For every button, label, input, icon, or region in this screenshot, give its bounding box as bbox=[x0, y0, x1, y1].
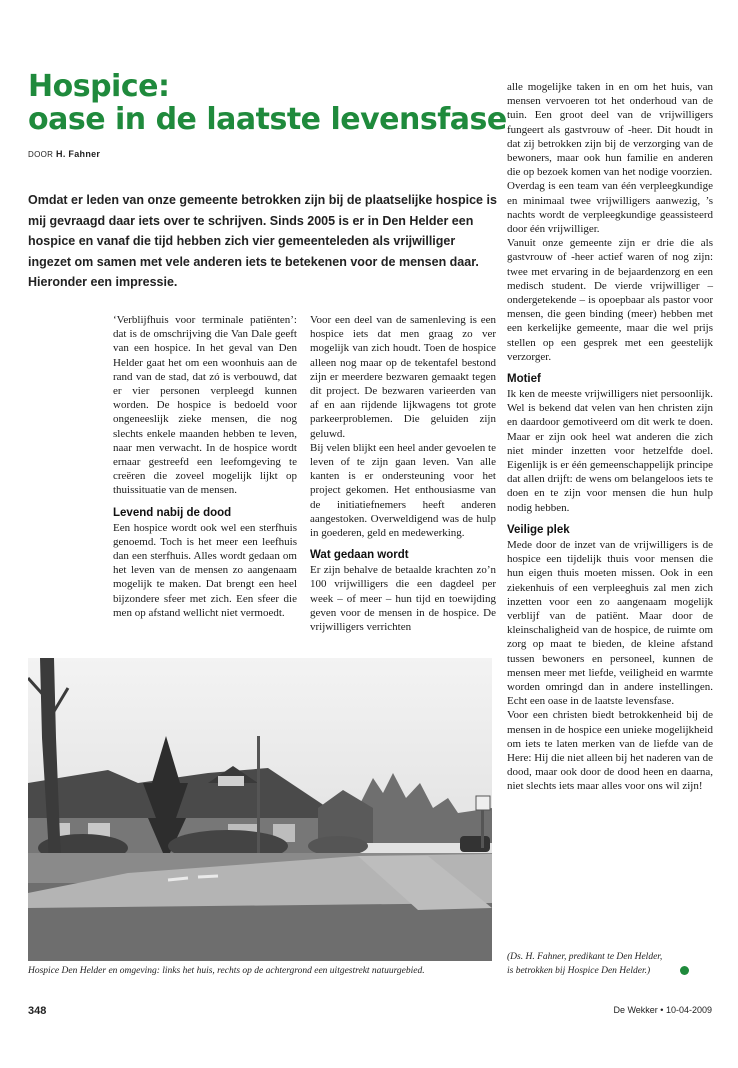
end-mark-icon bbox=[680, 966, 689, 975]
signature-line: is betrokken bij Hospice Den Helder.) bbox=[507, 966, 651, 976]
text-column-1 bbox=[113, 313, 297, 620]
footer-publication: De Wekker • 10-04-2009 bbox=[613, 1005, 712, 1015]
subheading-veilige-plek: Veilige plek bbox=[507, 523, 570, 536]
paragraph: Vanuit onze gemeente zijn er drie die als gastvrouw of -heer actief waren of nog zijn: twee met ervaring in de bejaardenzorg en een medisch student. De vierde vrijwilliger – ondergetekende – is opoepbaar als pastor voor mensen, die geen binding (meer) hebben met een kerkelijke gemeente, maar die wel prijs stellen op een gesprek met een geestelijk verzorger. bbox=[507, 237, 713, 363]
page-number: 348 bbox=[28, 1005, 47, 1017]
paragraph: Er zijn behalve de betaalde krachten zo’n 100 vrijwilligers die een dagdeel per week – of meer – hun tijd en toewijding geven voor de mensen in de hospice. De vrijwilligers verrichten bbox=[310, 564, 496, 634]
paragraph: Voor een deel van de samenleving is een hospice iets dat men graag zo ver mogelijk van zich houdt. Toen de hospice alleen nog maar op de tekentafel bestond zijn er meerdere bezwaren gemaakt tegen dit project. De bezwaren varieerden van af en aan rijdende lijkwagens tot grote parkeerproblemen. Die geluiden zijn geluwd. bbox=[310, 314, 496, 440]
photo-caption: Hospice Den Helder en omgeving: links het huis, rechts op de achtergrond een uitgestrekt natuurgebied. bbox=[28, 966, 425, 976]
paragraph: Mede door de inzet van de vrijwilligers is de hospice een tijdelijk thuis voor mensen die hun eigen thuis moeten missen. Ook in een ziekenhuis of een verpleeghuis zal men zich inzetten voor een zo aangenaam mogelijk verblijf van de patiënt. Maar door de kleinschaligheid van de hospice, de ruimte om zorg op maat te bieden, de kleine afstand tussen bewoners en personeel, kunnen de mensen meer met liefde, veiligheid en warmte worden omringd dan in andere instellingen. Echt een oase in de laatste levensfase. bbox=[507, 538, 713, 708]
signature-line: (Ds. H. Fahner, predikant te Den Helder, bbox=[507, 952, 663, 962]
hospice-photo-illustration bbox=[28, 658, 492, 961]
subheading-wat-gedaan-wordt: Wat gedaan wordt bbox=[310, 549, 409, 562]
paragraph: ‘Verblijfhuis voor terminale patiënten’: dat is de omschrijving die Van Dale geeft van een hospice. In het geval van Den Helder gaat het om een woonhuis aan de rand van de stad, dat zó is verbouwd, dat er vier personen verpleegd kunnen worden. De hospice is bedoeld voor ongeneeslijk zieke mensen, die nog slechts enkele maanden hebben te leven, naar men verwacht. In de hospice wordt ernaar gestreefd een leefomgeving te creëren die zoveel mogelijk lijkt op thuissituatie van de mensen. bbox=[113, 314, 297, 497]
text-column-3 bbox=[507, 80, 713, 794]
hospice-photo bbox=[28, 658, 492, 961]
paragraph: alle mogelijke taken in en om het huis, van mensen vervoeren tot het onderhoud van de tuin. Een groot deel van de vrijwilligers fungeert als gastvrouw of -heer. Dit houdt in dat zij betrokken zijn bij de verzorging van de bewoners, maar ook hun familie en anderen die op bezoek komen van het nodige voorzien. bbox=[507, 81, 713, 179]
paragraph: Ik ken de meeste vrijwilligers niet persoonlijk. Wel is bekend dat velen van hen christen zijn en daardoor gemotiveerd om dit werk te doen. Maar er zijn ook heel wat anderen die zich niet minder inzetten voor hetzelfde doel. Eigenlijk is er één gemeenschappelijk principe dat allen drijft: de wens om belangeloos iets te doen en te zijn voor mensen die hun hulp nodig hebben. bbox=[507, 388, 713, 514]
byline-prefix: DOOR bbox=[28, 150, 54, 159]
title-line-1: Hospice: bbox=[28, 69, 170, 104]
article-title bbox=[28, 69, 507, 137]
byline-author: H. Fahner bbox=[56, 149, 101, 159]
paragraph: Overdag is een team van één verpleegkundige en minimaal twee vrijwilligers aanwezig, ’s nachts wordt de verpleegkundige geassisteerd door één vrijwilliger. bbox=[507, 180, 713, 236]
title-line-2: oase in de laatste levensfase bbox=[28, 102, 507, 137]
byline bbox=[28, 149, 100, 159]
subheading-motief: Motief bbox=[507, 373, 541, 386]
subheading-levend-nabij-de-dood: Levend nabij de dood bbox=[113, 506, 232, 519]
paragraph: Een hospice wordt ook wel een sterfhuis genoemd. Toch is het meer een leefhuis dan een sterfhuis. Alles wordt gedaan om het leven van de mensen zo aangenaam mogelijk te maken. Dat brengt een heel bijzondere sfeer met zich. Een sfeer die men op afstand wellicht niet vermoedt. bbox=[113, 521, 297, 619]
paragraph: Voor een christen biedt betrokkenheid bij de mensen in de hospice een unieke mogelijkheid om iets te laten merken van de liefde van de Here: Hij die niet alleen bij het naderen van de dood, maar ook door de dood heen en daarna, niet slechts iets maar alles voor ons wil zijn! bbox=[507, 709, 713, 793]
lead-paragraph: Omdat er leden van onze gemeente betrokken zijn bij de plaatselijke hospice is mij gevraagd daar iets over te schrijven. Sinds 2005 is er in Den Helder een hospice en vanaf die tijd hebben zich vier gemeenteleden als vrijwilliger ingezet om samen met vele anderen iets te betekenen voor de mensen daar. Hieronder een impressie. bbox=[28, 193, 497, 289]
paragraph: Bij velen blijkt een heel ander gevoelen te leven of te zijn gaan leven. Van alle kanten is er ondersteuning voor het project gekomen. Het enthousiasme van de initiatiefnemers heeft anderen aangestoken. Overweldigend was de hulp in goederen, geld en medewerking. bbox=[310, 441, 496, 540]
text-column-2 bbox=[310, 313, 496, 634]
